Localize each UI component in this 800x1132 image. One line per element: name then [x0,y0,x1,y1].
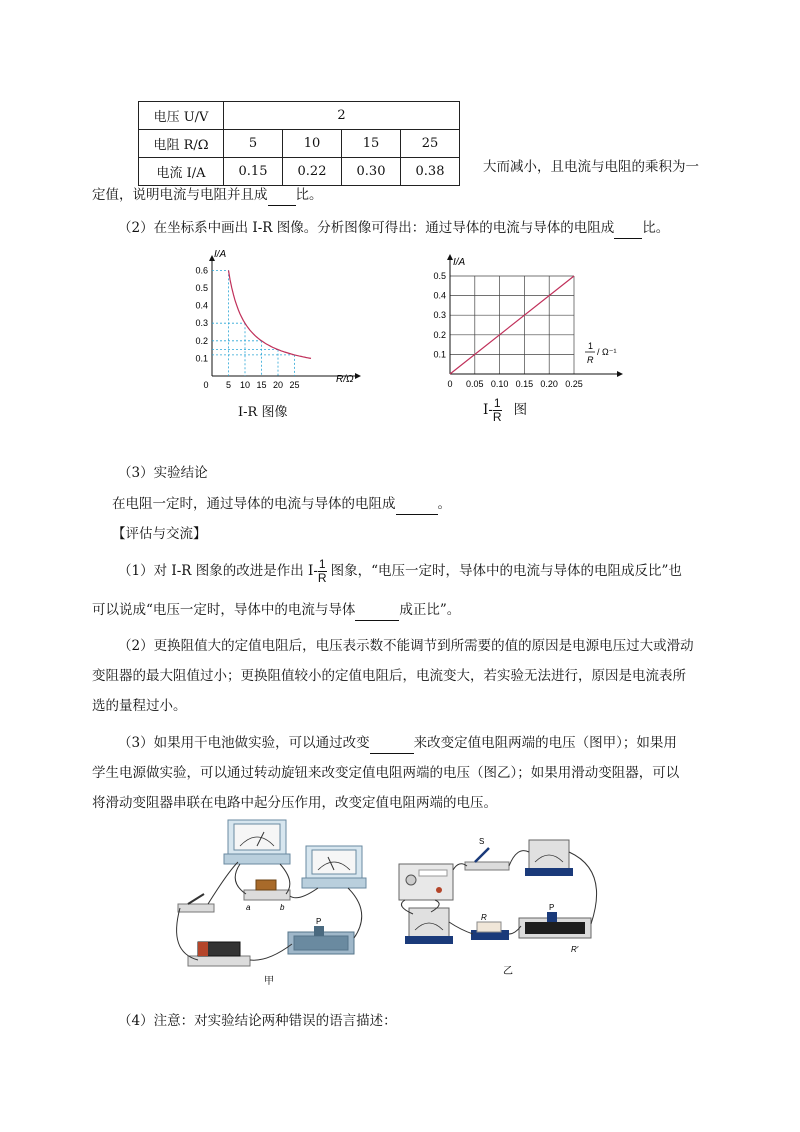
eval-1: （1）对 I-R 图象的改进是作出 I- $\frac{1}{R}$ 图象，“电压一定时，导体中的电流与导体的电阻成反比”也 [118,557,682,585]
rheostat-icon [288,917,354,954]
ir-caption: I-R 图像 [238,405,288,420]
x-axis-label-num: 1 [588,341,594,351]
y-tick-label: 0.3 [433,310,446,321]
inverse-chart [420,253,630,393]
resistance-cell: 10 [283,130,342,158]
y-tick-label: 0.1 [433,349,446,360]
question-3: （3）实验结论 [118,465,208,481]
x-tick-label: 0.20 [540,379,558,389]
y-tick-label: 0.5 [433,271,446,281]
y-axis-label: I/A [214,250,227,260]
resistor-icon [471,913,509,940]
eval-3: （3）如果用干电池做实验，可以通过改变 来改变定值电阻两端的电压（图甲）；如果用 [118,733,677,754]
current-cell: 0.15 [224,158,283,186]
section-heading: 【评估与交流】 [112,526,207,542]
paragraph-line: 大而减小，且电流与电阻的乘积为一 [483,159,699,175]
resistance-header: 电阻 R/Ω [139,130,224,158]
voltage-header: 电压 U/V [139,102,224,130]
figure-label: 甲 [264,976,274,987]
ir-chart [190,250,370,395]
current-cell: 0.38 [401,158,460,186]
ir-curve [229,270,312,358]
guide-lines [212,270,295,376]
voltmeter-icon [302,846,366,888]
eval-3-cont: 将滑动变阻器串联在电路中起分压作用，改变定值电阻两端的电压。 [92,795,497,811]
current-cell: 0.22 [283,158,342,186]
circuit-figure-yi [395,830,615,980]
x-tick-label: 0.10 [490,379,509,389]
switch-icon [465,837,509,870]
voltage-value: 2 [224,102,460,130]
svg-text:R: R [481,913,487,922]
x-tick-label: 0.05 [466,379,484,389]
x-axis-label-unit: / Ω⁻¹ [597,347,617,357]
figure-label: 乙 [503,966,513,977]
eval-2-cont: 变阻器的最大阻值过小；更换阻值较小的定值电阻后，电流变大，若实验无法进行，原因是电流表所 [92,668,686,684]
ammeter-icon [525,840,573,876]
resistance-cell: 5 [224,130,283,158]
y-axis-label: I/A [453,257,466,268]
paragraph-line: 定值，说明电流与电阻并且成 比。 [92,185,323,206]
y-tick-label: 0.1 [195,353,208,364]
current-cell: 0.30 [342,158,401,186]
data-table [138,101,460,186]
battery-icon [188,942,250,966]
resistor-icon [244,880,290,912]
inverse-caption: I- $\frac{1}{R}$ 图 [483,396,528,424]
resistance-cell: 15 [342,130,401,158]
inverse-line [450,276,574,374]
svg-text:b: b [280,903,285,912]
x-axis-label: R/Ω [336,374,354,385]
y-tick-label: 0.6 [195,265,208,276]
x-tick-label: 0.15 [515,379,534,389]
eval-3-cont: 学生电源做实验，可以通过转动旋钮来改变定值电阻两端的电压（图乙）；如果用滑动变阻器，可以 [92,765,680,781]
current-header: 电流 I/A [139,158,224,186]
y-tick-label: 0.2 [433,329,446,340]
y-tick-label: 0.3 [195,318,208,329]
svg-text:S: S [479,837,485,846]
x-tick-label: 20 [272,380,284,390]
x-axis-label-den: R [587,355,594,365]
y-tick-label: 0.2 [195,335,208,346]
x-tick-label: 0.25 [565,379,583,389]
x-tick-label: 15 [256,380,267,390]
eval-1-cont: 可以说成“电压一定时，导体中的电流与导体 成正比”。 [92,600,460,621]
ammeter-icon [224,820,290,864]
y-tick-label: 0.5 [195,283,208,293]
x-tick-label: 0 [203,380,209,390]
eval-2: （2）更换阻值大的定值电阻后，电压表示数不能调节到所需要的值的原因是电源电压过大或滑动 [118,638,694,654]
conclusion-line: 在电阻一定时，通过导体的电流与导体的电阻成 。 [112,494,451,515]
question-2: （2）在坐标系中画出 I-R 图像。分析图像可得出：通过导体的电流与导体的电阻成 比。 [118,218,669,239]
svg-text:R′: R′ [571,945,579,954]
power-supply-icon [399,864,453,900]
x-tick-label: 5 [225,380,232,390]
resistance-cell: 25 [401,130,460,158]
svg-text:P: P [549,903,555,912]
y-tick-label: 0.4 [195,300,208,311]
x-tick-label: 25 [289,380,300,390]
circuit-figure-jia [168,812,378,987]
eval-2-cont: 选的量程过小。 [92,698,187,714]
y-tick-label: 0.4 [433,290,446,301]
svg-text:a: a [246,903,251,912]
x-tick-label: 10 [239,380,251,390]
eval-4: （4）注意：对实验结论两种错误的语言描述： [118,1013,397,1029]
x-tick-label: 0 [447,379,453,389]
svg-text:P: P [316,917,322,926]
rheostat-icon [519,903,591,954]
